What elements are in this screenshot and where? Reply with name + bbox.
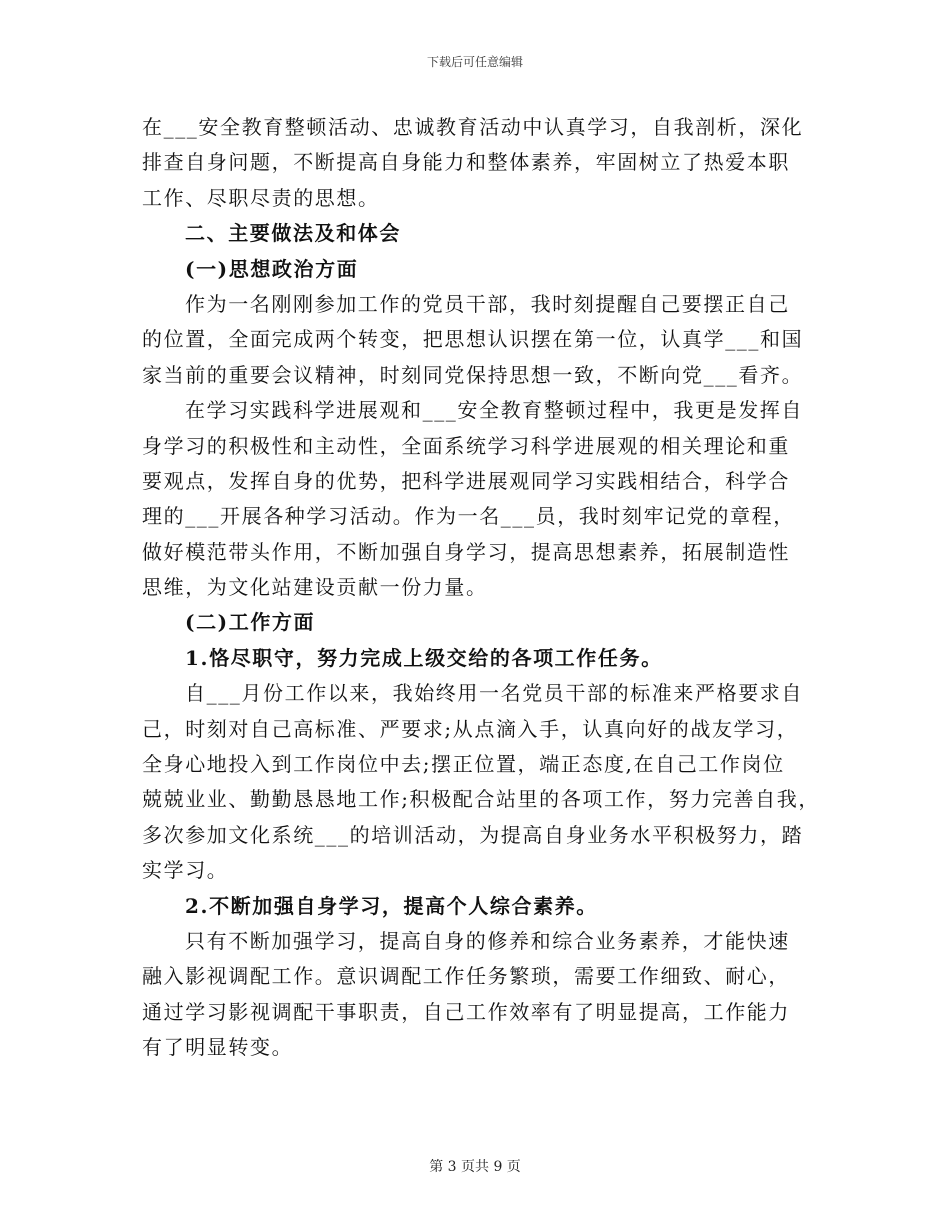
section-heading-line: 二、主要做法及和体会 [185,221,401,246]
paragraph-line: 家当前的重要会议精神，时刻同党保持思想一致，不断向党___看齐。 [142,362,804,387]
paragraph-line: 有了明显转变。 [142,1035,294,1060]
paragraph-line: 身学习的积极性和主动性，全面系统学习科学进展观的相关理论和重 [142,433,790,458]
paragraph-line: 全身心地投入到工作岗位中去;摆正位置，端正态度,在自己工作岗位 [142,752,785,777]
paragraph-line: 自___月份工作以来，我始终用一名党员干部的标准来严格要求自 [185,681,803,706]
paragraph-line: 多次参加文化系统___的培训活动，为提高自身业务水平积极努力，踏 [142,822,804,847]
section-heading-line: (二)工作方面 [185,610,316,635]
paragraph-line: 要观点，发挥自身的优势，把科学进展观同学习实践相结合，科学合 [142,468,790,493]
page-header: 下载后可任意编辑 [426,55,523,69]
section-heading-line: 2.不断加强自身学习，提高个人综合素养。 [185,893,598,918]
paragraph-line: 在学习实践科学进展观和___安全教育整顿过程中，我更是发挥自 [185,398,803,423]
page-footer: 第 3 页共 9 页 [429,1159,521,1175]
section-heading-line: (一)思想政治方面 [185,256,359,281]
paragraph-line: 融入影视调配工作。意识调配工作任务繁琐，需要工作细致、耐心， [142,964,790,989]
paragraph-line: 作为一名刚刚参加工作的党员干部，我时刻提醒自己要摆正自己 [185,291,790,316]
section-heading-line: 1.恪尽职守，努力完成上级交给的各项工作任务。 [185,645,663,670]
paragraph-line: 排查自身问题，不断提高自身能力和整体素养，牢固树立了热爱本职 [142,150,790,175]
paragraph-line: 做好模范带头作用，不断加强自身学习，提高思想素养，拓展制造性 [142,539,790,564]
paragraph-line: 己，时刻对自己高标准、严要求;从点滴入手，认真向好的战友学习， [142,716,799,741]
paragraph-line: 思维，为文化站建设贡献一份力量。 [142,575,488,600]
paragraph-line: 只有不断加强学习，提高自身的修养和综合业务素养，才能快速 [185,928,790,953]
paragraph-line: 工作、尽职尽责的思想。 [142,185,380,210]
paragraph-line: 理的___开展各种学习活动。作为一名___员，我时刻牢记党的章程， [142,504,795,529]
paragraph-line: 的位置，全面完成两个转变，把思想认识摆在第一位，认真学___和国 [142,327,804,352]
paragraph-line: 兢兢业业、勤勤恳恳地工作;积极配合站里的各项工作，努力完善自我， [142,787,820,812]
paragraph-line: 在___安全教育整顿活动、忠诚教育活动中认真学习，自我剖析，深化 [142,115,804,139]
document-body [142,110,820,1066]
paragraph-line: 实学习。 [142,858,229,883]
paragraph-line: 通过学习影视调配干事职责，自己工作效率有了明显提高，工作能力 [142,999,790,1024]
